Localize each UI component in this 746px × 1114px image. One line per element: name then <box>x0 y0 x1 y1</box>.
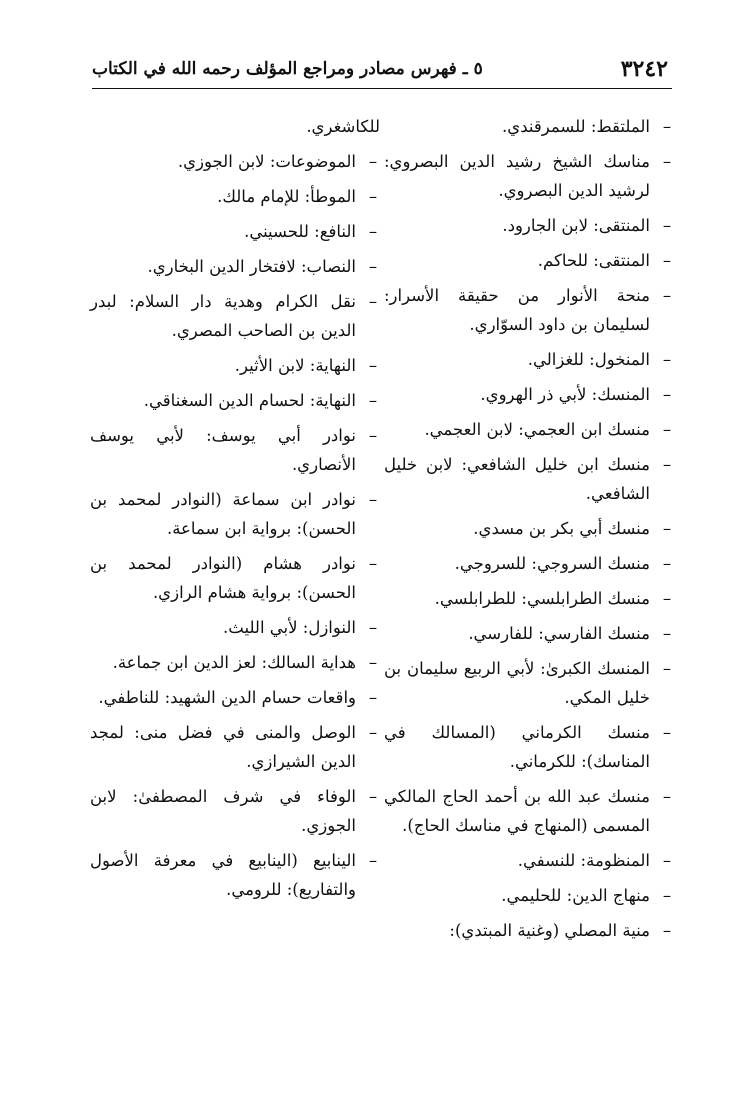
index-entry <box>384 211 674 240</box>
entry-text: منية المصلي (وغنية المبتدي): <box>449 921 650 940</box>
entry-dash: – <box>368 688 378 707</box>
page-number: ٣٢٤٢ <box>620 56 668 82</box>
header-rule <box>92 88 672 89</box>
entry-dash: – <box>662 216 672 235</box>
index-entry <box>384 584 674 613</box>
entry-text: مناسك الشيخ رشيد الدين البصروي: لرشيد الدين البصروي. <box>384 152 650 200</box>
entry-text: المنسك الكبرىٰ: لأبي الربيع سليمان بن خليل المكي. <box>384 659 650 707</box>
entry-dash: – <box>662 519 672 538</box>
index-entry <box>384 654 674 712</box>
entry-text: نقل الكرام وهدية دار السلام: لبدر الدين بن الصاحب المصري. <box>90 292 356 340</box>
entry-text: منسك الكرماني (المسالك في المناسك): للكرماني. <box>384 723 650 771</box>
entry-dash: – <box>368 618 378 637</box>
index-entry <box>90 386 380 415</box>
running-title: ٥ ـ فهرس مصادر ومراجع المؤلف رحمه الله في الكتاب <box>92 59 483 79</box>
entry-text: منسك ابن خليل الشافعي: لابن خليل الشافعي. <box>384 455 650 503</box>
index-entry <box>384 718 674 776</box>
entry-text: منهاج الدين: للحليمي. <box>501 886 650 905</box>
index-entry <box>90 846 380 904</box>
entry-text: النافع: للحسيني. <box>244 222 356 241</box>
entry-text: الموطأ: للإمام مالك. <box>217 187 356 206</box>
entry-text: منحة الأنوار من حقيقة الأسرار: لسليمان بن داود السوّاري. <box>384 286 650 334</box>
index-entry <box>90 351 380 380</box>
index-entry <box>90 112 380 141</box>
entry-text: النوازل: لأبي الليث. <box>223 618 356 637</box>
index-entry <box>384 846 674 875</box>
index-entry <box>90 648 380 677</box>
entry-text: نوادر أبي يوسف: لأبي يوسف الأنصاري. <box>90 426 356 474</box>
entry-text: النصاب: لافتخار الدين البخاري. <box>147 257 356 276</box>
index-entry <box>384 450 674 508</box>
entry-dash: – <box>368 851 378 870</box>
entry-dash: – <box>662 286 672 305</box>
entry-text: الوصل والمنى في فضل منى: لمجد الدين الشيرازي. <box>90 723 356 771</box>
entry-dash: – <box>662 851 672 870</box>
index-entry <box>384 619 674 648</box>
entry-text: منسك السروجي: للسروجي. <box>454 554 650 573</box>
entry-text: الينابيع (الينابيع في معرفة الأصول والتفاريع): للرومي. <box>90 851 356 899</box>
entry-text: منسك عبد الله بن أحمد الحاج المالكي المسمى (المنهاج في مناسك الحاج). <box>384 787 650 835</box>
index-entry <box>384 916 674 945</box>
index-entry <box>90 217 380 246</box>
entry-dash: – <box>662 251 672 270</box>
entry-dash: – <box>368 391 378 410</box>
entry-text: النهاية: لابن الأثير. <box>234 356 356 375</box>
entry-dash: – <box>368 257 378 276</box>
entry-text: المنخول: للغزالي. <box>527 350 650 369</box>
entry-dash: – <box>662 117 672 136</box>
entry-text: المنظومة: للنسفي. <box>517 851 650 870</box>
entry-text: النهاية: لحسام الدين السغناقي. <box>143 391 356 410</box>
index-entry <box>384 281 674 339</box>
entry-dash: – <box>368 490 378 509</box>
entry-text: منسك ابن العجمي: لابن العجمي. <box>424 420 650 439</box>
entry-dash: – <box>662 350 672 369</box>
entry-dash: – <box>662 385 672 404</box>
index-entry <box>384 782 674 840</box>
right-column <box>384 112 674 951</box>
entry-dash: – <box>368 356 378 375</box>
entry-dash: – <box>368 222 378 241</box>
index-entry <box>384 380 674 409</box>
index-entry <box>90 718 380 776</box>
index-entry <box>90 485 380 543</box>
index-entry <box>90 549 380 607</box>
index-entry <box>90 782 380 840</box>
entry-text: المنتقى: لابن الجارود. <box>502 216 650 235</box>
index-entry <box>90 683 380 712</box>
index-entry <box>90 252 380 281</box>
index-entry <box>90 287 380 345</box>
entry-dash: – <box>662 659 672 678</box>
entry-dash: – <box>368 426 378 445</box>
index-entry <box>90 147 380 176</box>
entry-dash: – <box>662 589 672 608</box>
entry-text: منسك الفارسي: للفارسي. <box>468 624 650 643</box>
entry-text: المنتقى: للحاكم. <box>537 251 650 270</box>
entry-text: نوادر ابن سماعة (النوادر لمحمد بن الحسن): برواية ابن سماعة. <box>90 490 356 538</box>
index-entry <box>384 549 674 578</box>
index-entry <box>90 182 380 211</box>
index-entry <box>90 613 380 642</box>
index-entry <box>384 415 674 444</box>
entry-dash: – <box>662 921 672 940</box>
entry-dash: – <box>662 152 672 171</box>
entry-text: للكاشغري. <box>306 117 380 136</box>
entry-text: الموضوعات: لابن الجوزي. <box>177 152 356 171</box>
index-entry <box>384 112 674 141</box>
entry-text: واقعات حسام الدين الشهيد: للناطفي. <box>98 688 356 707</box>
entry-dash: – <box>368 723 378 742</box>
entry-dash: – <box>662 455 672 474</box>
entry-dash: – <box>662 554 672 573</box>
index-entry <box>384 246 674 275</box>
entry-dash: – <box>368 554 378 573</box>
entry-dash: – <box>368 187 378 206</box>
entry-text: الوفاء في شرف المصطفىٰ: لابن الجوزي. <box>90 787 356 835</box>
entry-dash: – <box>662 624 672 643</box>
index-entry <box>384 345 674 374</box>
index-entry <box>90 421 380 479</box>
entry-dash: – <box>662 787 672 806</box>
page-header <box>92 56 668 86</box>
entry-dash: – <box>368 292 378 311</box>
entry-text: نوادر هشام (النوادر لمحمد بن الحسن): برواية هشام الرازي. <box>90 554 356 602</box>
index-entry <box>384 514 674 543</box>
entry-dash: – <box>368 653 378 672</box>
entry-dash: – <box>662 723 672 742</box>
entry-dash: – <box>368 152 378 171</box>
entry-dash: – <box>368 787 378 806</box>
entry-text: منسك الطرابلسي: للطرابلسي. <box>434 589 650 608</box>
entry-text: منسك أبي بكر بن مسدي. <box>473 519 650 538</box>
index-entry <box>384 881 674 910</box>
entry-dash: – <box>662 420 672 439</box>
entry-text: المنسك: لأبي ذر الهروي. <box>480 385 650 404</box>
left-column <box>90 112 380 910</box>
entry-dash: – <box>662 886 672 905</box>
index-entry <box>384 147 674 205</box>
entry-text: الملتقط: للسمرقندي. <box>502 117 650 136</box>
entry-text: هداية السالك: لعز الدين ابن جماعة. <box>112 653 356 672</box>
